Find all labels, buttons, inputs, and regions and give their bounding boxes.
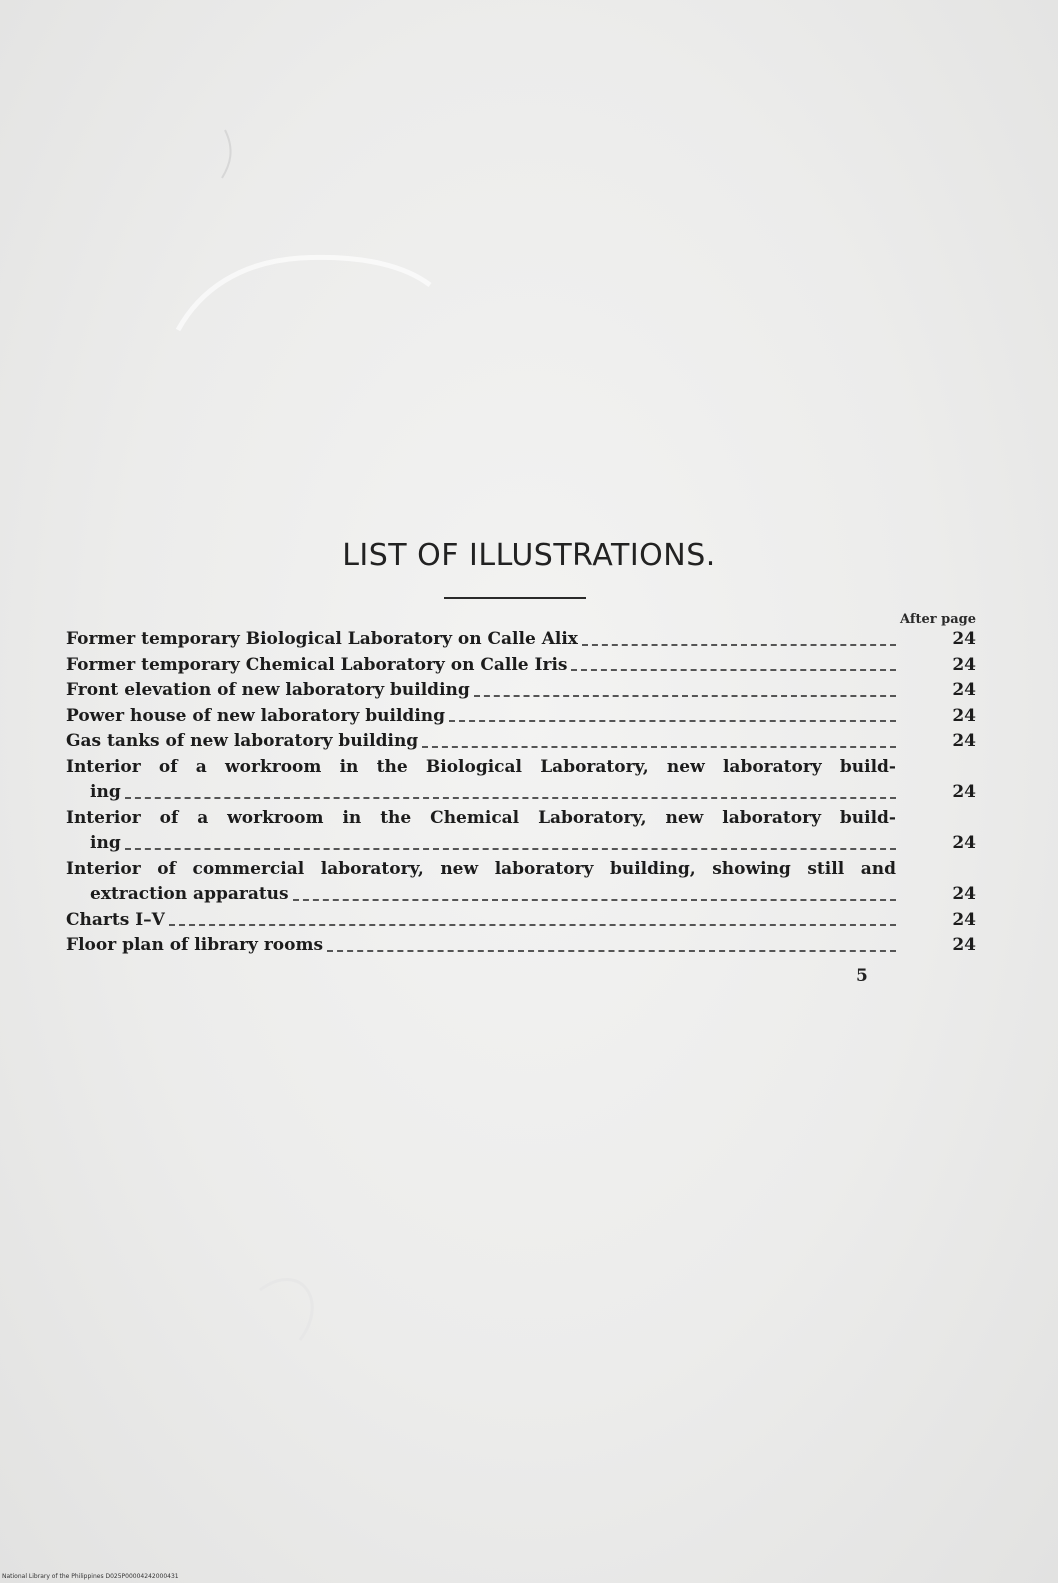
entry-page: 24	[952, 654, 976, 675]
list-item	[66, 704, 976, 730]
entry-title: Former temporary Chemical Laboratory on Calle Iris	[66, 654, 568, 675]
entry-title-line1: Interior of a workroom in the Chemical Laboratory, new laboratory build-	[66, 807, 896, 828]
entry-title: Floor plan of library rooms	[66, 935, 324, 955]
entry-page: 24	[952, 731, 976, 751]
entry-title: Front elevation of new laboratory building	[66, 680, 470, 700]
entry-page: 24	[952, 935, 976, 955]
entry-page: 24	[952, 782, 976, 802]
entry-page: 24	[952, 629, 976, 649]
list-item	[66, 729, 976, 755]
list-item	[66, 933, 976, 959]
dot-leader	[582, 644, 896, 646]
dot-leader	[125, 797, 896, 799]
dot-leader	[125, 848, 896, 850]
entry-title-line1: Interior of a workroom in the Biological Laboratory, new laboratory build-	[66, 756, 896, 777]
entry-title: Power house of new laboratory building	[66, 705, 446, 726]
page-number: 5	[856, 966, 868, 986]
list-item	[66, 857, 976, 908]
list-item	[66, 627, 976, 653]
dot-leader	[422, 746, 896, 748]
list-item	[66, 678, 976, 704]
dot-leader	[449, 720, 896, 722]
page-title: LIST OF ILLUSTRATIONS.	[342, 538, 716, 573]
entry-title: Gas tanks of new laboratory building	[66, 731, 419, 751]
entry-page: 24	[952, 884, 976, 904]
entry-title: Former temporary Biological Laboratory on Calle Alix	[66, 629, 578, 649]
entry-page: 24	[952, 909, 976, 930]
entry-page: 24	[952, 705, 976, 726]
dot-leader	[293, 899, 896, 901]
entry-page: 24	[952, 833, 976, 853]
list-item	[66, 653, 976, 679]
entry-title-line2: ing	[90, 782, 121, 802]
list-item	[66, 806, 976, 857]
scan-stamp: National Library of the Philippines D025P00004242000431	[2, 1573, 179, 1580]
illustrations-list	[66, 627, 976, 959]
entry-title-line2: ing	[90, 833, 121, 853]
entry-page: 24	[952, 680, 976, 700]
title-rule	[444, 597, 586, 599]
entry-title: Charts I–V	[66, 909, 165, 930]
list-item	[66, 755, 976, 806]
dot-leader	[327, 950, 896, 952]
dot-leader	[169, 924, 896, 926]
dot-leader	[474, 695, 896, 697]
dot-leader	[571, 669, 896, 671]
list-item	[66, 908, 976, 934]
column-header-after-page: After page	[900, 612, 976, 627]
entry-title-line1: Interior of commercial laboratory, new laboratory building, showing still and	[66, 858, 896, 879]
entry-title-line2: extraction apparatus	[90, 884, 289, 904]
